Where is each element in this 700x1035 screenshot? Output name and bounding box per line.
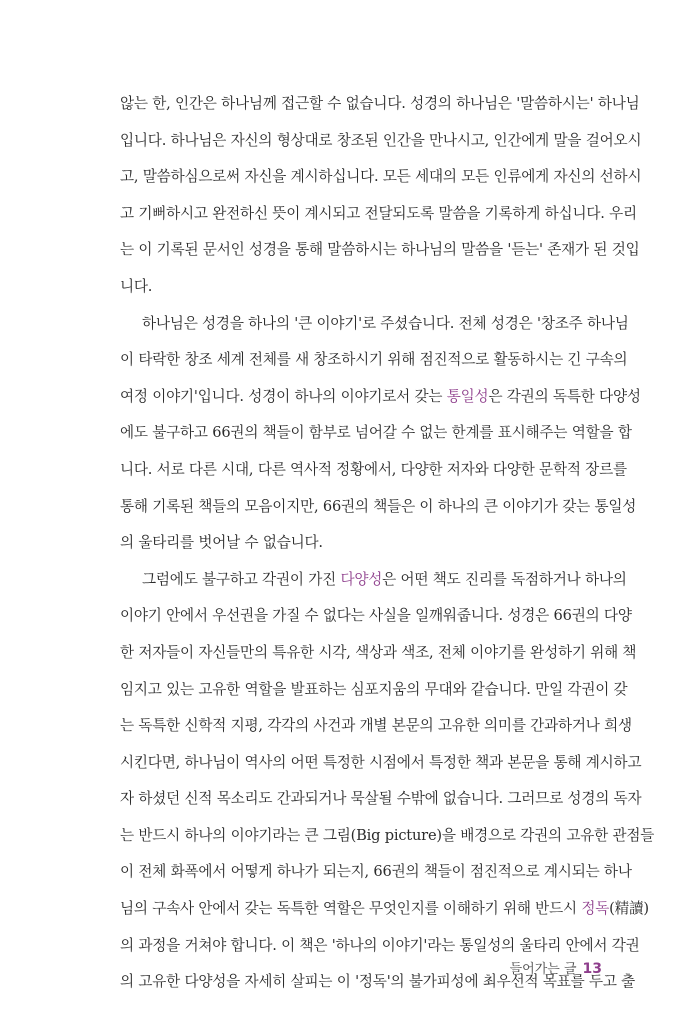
text-line: 는 이 기록된 문서인 성경을 통해 말씀하시는 하나님의 말씀을 '듣는' 존재가 된 것입 xyxy=(120,241,640,259)
text-line: 하나님은 성경을 하나의 '큰 이야기'로 주셨습니다. 전체 성경은 '창조주 하나님 xyxy=(142,314,629,332)
text-line: 는 반드시 하나의 이야기라는 큰 그림(Big picture)을 배경으로 각권의 고유한 관점들 xyxy=(120,826,655,844)
text-segment: 그럼에도 불구하고 각권이 가진 xyxy=(142,570,341,588)
text-line xyxy=(120,891,649,928)
text-line: 시킨다면, 하나님이 역사의 어떤 특정한 시점에서 특정한 책과 본문을 통해 계시하고 xyxy=(120,753,642,771)
text-segment: 님의 구속사 안에서 갖는 독특한 역할은 무엇인지를 이해하기 위해 반드시 xyxy=(120,900,582,918)
text-segment: 은 어떤 책도 진리를 독점하거나 하나의 xyxy=(382,570,627,588)
highlight-term-close-reading: 정독 xyxy=(581,900,610,918)
text-segment: 은 각권의 독특한 다양성 xyxy=(488,387,641,405)
text-line: 이 타락한 창조 세계 전체를 새 창조하시기 위해 점진적으로 활동하시는 긴 구속의 xyxy=(120,351,628,369)
highlight-term-diversity: 다양성 xyxy=(340,570,383,588)
page-number: 13 xyxy=(582,961,602,977)
text-line: 통해 기록된 책들의 모음이지만, 66권의 책들은 이 하나의 큰 이야기가 갖는 통일성 xyxy=(120,497,637,515)
text-line: 않는 한, 인간은 하나님께 접근할 수 없습니다. 성경의 하나님은 '말씀하시는' 하나님 xyxy=(120,95,640,112)
text-line xyxy=(120,562,627,599)
text-line: 이야기 안에서 우선권을 가질 수 없다는 사실을 일깨워줍니다. 성경은 66권의 다양 xyxy=(120,607,632,625)
text-line: 의 과정을 거쳐야 합니다. 이 책은 '하나의 이야기'라는 통일성의 울타리 안에서 각권 xyxy=(120,936,640,954)
text-line: 의 고유한 다양성을 자세히 살피는 이 '정독'의 불가피성에 최우선적 목표를 두고 출 xyxy=(120,973,636,991)
running-section-title: 들어가는 글 xyxy=(509,962,577,977)
text-line: 니다. xyxy=(120,277,153,295)
text-line: 입니다. 하나님은 자신의 형상대로 창조된 인간을 만나시고, 인간에게 말을 걸어오시 xyxy=(120,131,642,149)
text-line xyxy=(120,379,641,416)
text-line: 임지고 있는 고유한 역할을 발표하는 심포지움의 무대와 같습니다. 만일 각권이 갖 xyxy=(120,680,628,698)
text-line: 의 울타리를 벗어날 수 없습니다. xyxy=(120,534,323,552)
text-line: 고 기뻐하시고 완전하신 뜻이 계시되고 전달되도록 말씀을 기록하게 하십니다. 우리 xyxy=(120,204,637,222)
text-line: 이 전체 화폭에서 어떻게 하나가 되는지, 66권의 책들이 점진적으로 계시되는 하나 xyxy=(120,863,632,881)
text-line: 자 하셨던 신적 목소리도 간과되거나 묵살될 수밖에 없습니다. 그러므로 성경의 독자 xyxy=(120,790,642,808)
text-segment: 여정 이야기'입니다. 성경이 하나의 이야기로서 갖는 xyxy=(120,387,447,405)
text-line: 니다. 서로 다른 시대, 다른 역사적 정황에서, 다양한 저자와 다양한 문학적 장르를 xyxy=(120,460,627,478)
text-segment: (精讀) xyxy=(609,900,649,918)
text-line: 는 독특한 신학적 지평, 각각의 사건과 개별 본문의 고유한 의미를 간과하거나 희생 xyxy=(120,717,632,735)
page-footer xyxy=(510,958,602,977)
text-line: 고, 말씀하심으로써 자신을 계시하십니다. 모든 세대의 모든 인류에게 자신의 선하시 xyxy=(120,168,642,186)
text-line: 한 저자들이 자신들만의 특유한 시각, 색상과 색조, 전체 이야기를 완성하기 위해 책 xyxy=(120,643,637,661)
text-line: 에도 불구하고 66권의 책들이 함부로 넘어갈 수 없는 한계를 표시해주는 역할을 합 xyxy=(120,424,632,442)
highlight-term-unity: 통일성 xyxy=(446,387,489,405)
